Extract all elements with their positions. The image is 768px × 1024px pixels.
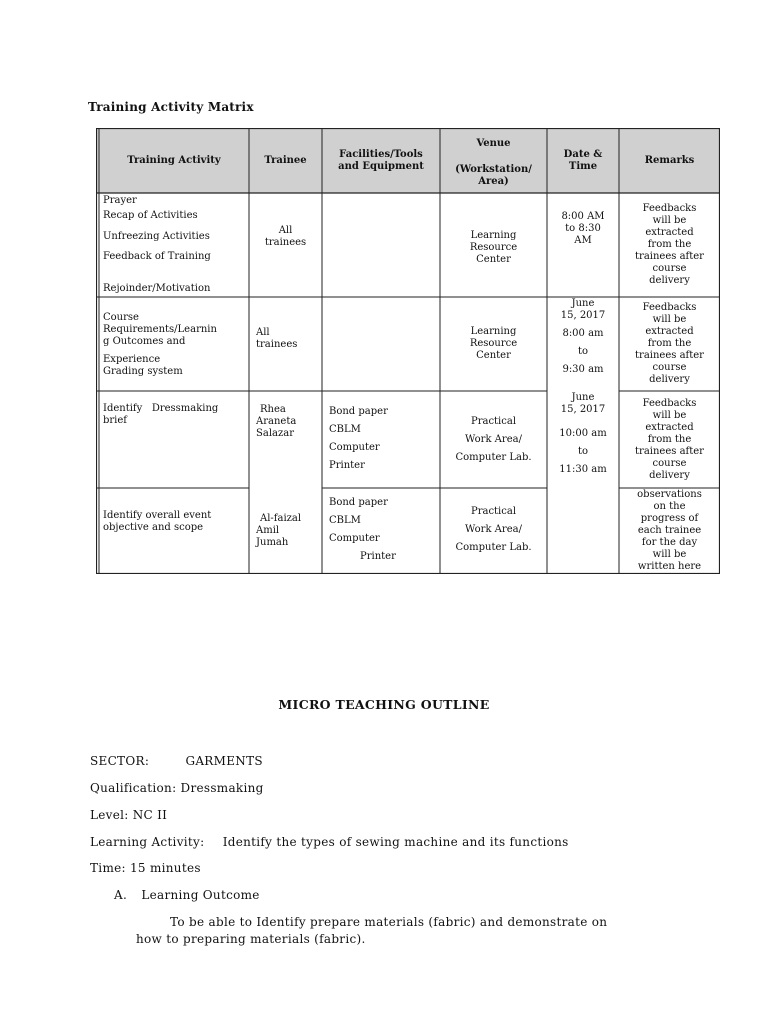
row3-venue: Practical Work Area/ Computer Lab. <box>455 416 532 463</box>
row3-facilities: Bond paper CBLM Computer Printer <box>329 406 388 471</box>
outcome-marker: A. <box>114 888 128 902</box>
row4-remarks: observations on the progress of each trainee for the day will be written here <box>637 489 702 572</box>
outcome-heading-text: Learning Outcome <box>141 888 260 902</box>
sector-value: GARMENTS <box>185 754 263 768</box>
row3-trainee: Rhea Araneta Salazar <box>256 404 297 439</box>
micro-teaching-title: MICRO TEACHING OUTLINE <box>278 697 490 712</box>
row2-venue: Learning Resource Center <box>469 326 518 361</box>
row3-remarks: Feedbacks will be extracted from the trainees after course delivery <box>635 398 704 481</box>
row1-trainee: All trainees <box>264 225 307 248</box>
row1-datetime: 8:00 AM to 8:30 AM <box>561 211 605 246</box>
row3-activities: Identify Dressmaking brief <box>103 403 219 426</box>
header-date-time: Date & Time <box>563 149 603 172</box>
row2-remarks: Feedbacks will be extracted from the trainees after course delivery <box>635 302 704 385</box>
training-activity-matrix-table: Training Activity Trainee Facilities/Tools and Equipment Venue (Workstation/ Area) Date & Time Remarks Prayer Recap of Activities Unfreezing Activities Feedback of Training Rejoinder/Motivation All trainees Learning Resource Center 8:00 AM to 8:30 AM Feedbacks will be extracted from the trainees after course delivery Course Requirements/Learnin g Outcomes and Experience Grading system All trainees Learning Resource Center June 15, 2017 8:00 am to 9:30 am Feedbacks will be extracted from the trainees after course delivery Identify Dressmaking brief Rhea Araneta Salazar Bond paper CBLM Computer Printer Practical Work Area/ Computer Lab. June 15, 2017 10:00 am to 11:30 am Feedbacks will be extracted from the trainees after course delivery Identify overall event objective and scope Al-faizal Amil Jumah Bond paper CBLM Computer Printer Practical Work Area/ Computer Lab. observations on the progress of each trainee for the day will be written here <box>96 128 720 574</box>
header-venue: Venue (Workstation/ Area) <box>455 138 532 187</box>
sector-line <box>90 754 263 768</box>
level-line: Level: NC II <box>90 808 168 822</box>
row3-datetime: June 15, 2017 10:00 am to 11:30 am <box>559 392 607 475</box>
learning-outcome-heading <box>114 888 260 902</box>
outcome-text-line-1: To be able to Identify prepare materials (fabric) and demonstrate on <box>170 915 608 929</box>
row1-venue: Learning Resource Center <box>469 230 518 265</box>
header-remarks: Remarks <box>644 155 695 166</box>
matrix-title: Training Activity Matrix <box>88 100 254 114</box>
outcome-text-line-2: how to preparing materials (fabric). <box>136 932 366 946</box>
row2-activities: Course Requirements/Learnin g Outcomes and Experience Grading system <box>103 312 217 377</box>
row2-trainee: All trainees <box>256 327 298 350</box>
header-training-activity: Training Activity <box>127 155 221 166</box>
row4-facilities: Bond paper CBLM Computer Printer <box>329 497 396 562</box>
time-line: Time: 15 minutes <box>90 861 201 875</box>
row4-trainee: Al-faizal Amil Jumah <box>256 513 302 548</box>
header-facilities: Facilities/Tools and Equipment <box>338 149 424 172</box>
row1-remarks: Feedbacks will be extracted from the trainees after course delivery <box>635 203 704 286</box>
learning-activity-line <box>90 835 569 849</box>
learning-activity-label: Learning Activity: <box>90 835 205 849</box>
sector-label: SECTOR: <box>90 754 150 768</box>
row4-activities: Identify overall event objective and scope <box>103 510 212 533</box>
learning-activity-value: Identify the types of sewing machine and its functions <box>222 835 569 849</box>
row2-datetime: June 15, 2017 8:00 am to 9:30 am <box>560 298 606 375</box>
row4-venue: Practical Work Area/ Computer Lab. <box>455 506 532 553</box>
header-trainee: Trainee <box>264 155 307 166</box>
qualification-line: Qualification: Dressmaking <box>90 781 264 795</box>
